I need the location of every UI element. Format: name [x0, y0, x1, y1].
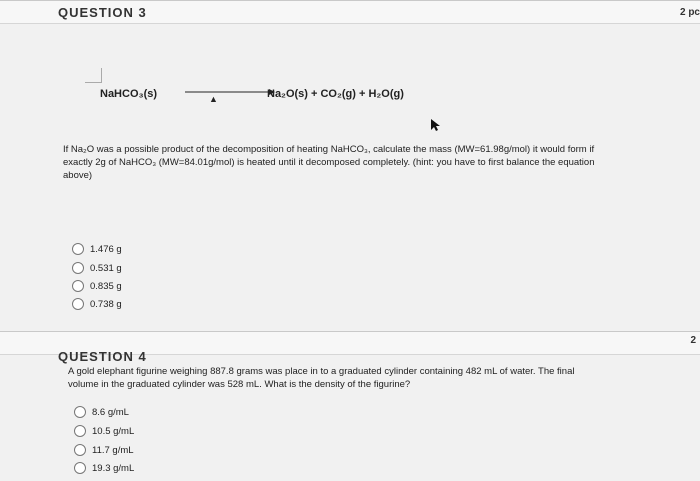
q3-option-2-label: 0.531 g	[90, 262, 122, 274]
reaction-arrow-icon	[185, 86, 275, 102]
q3-option-2-radio[interactable]	[72, 262, 84, 274]
q4-option-2-label: 10.5 g/mL	[92, 425, 135, 437]
q4-option-2[interactable]	[74, 425, 134, 437]
q3-option-2[interactable]	[72, 262, 122, 274]
question-3-header	[0, 0, 700, 24]
q3-option-1[interactable]	[72, 243, 122, 255]
question-4-header	[0, 331, 700, 364]
question-4-prompt	[68, 365, 668, 391]
q4-option-3-label: 11.7 g/mL	[92, 444, 134, 456]
image-anchor-mark	[85, 68, 102, 83]
equation-products: Na₂O(s) + CO₂(g) + H₂O(g)	[267, 88, 404, 100]
question-4-prompt-line-2: volume in the graduated cylinder was 528 mL. What is the density of the figurine?	[68, 379, 411, 390]
q4-option-4[interactable]	[74, 462, 134, 474]
mouse-cursor-icon	[430, 118, 442, 132]
question-4-title: QUESTION 4	[58, 349, 147, 364]
question-3-prompt-line-3: above)	[63, 170, 93, 181]
q4-option-1-radio[interactable]	[74, 406, 86, 418]
q4-option-3[interactable]	[74, 444, 134, 456]
q3-option-1-label: 1.476 g	[90, 243, 122, 255]
q4-option-1-label: 8.6 g/mL	[92, 406, 129, 418]
question-3-prompt-line-1: If Na₂O was a possible product of the decomposition of heating NaHCO₃, calculate the mass (MW=61.98g/mol) it would form if	[63, 144, 595, 155]
heat-delta-symbol: ▲	[209, 94, 218, 104]
q4-option-3-radio[interactable]	[74, 444, 86, 456]
q3-option-4[interactable]	[72, 298, 122, 310]
question-3-prompt-line-2: exactly 2g of NaHCO₃ (MW=84.01g/mol) is heated until it decomposed completely. (hint: you have to first balance the equation	[63, 157, 595, 168]
q4-option-2-radio[interactable]	[74, 425, 86, 437]
q3-option-3[interactable]	[72, 280, 122, 292]
q3-option-3-label: 0.835 g	[90, 280, 122, 292]
question-3-title: QUESTION 3	[58, 5, 147, 20]
q4-option-4-radio[interactable]	[74, 462, 86, 474]
question-4-prompt-line-1: A gold elephant figurine weighing 887.8 grams was place in to a graduated cylinder containing 482 mL of water. The final	[68, 366, 575, 377]
q3-option-4-radio[interactable]	[72, 298, 84, 310]
question-3-prompt	[63, 143, 663, 182]
question-3-points: 2 pc	[679, 7, 700, 18]
question-4-points: 2	[690, 335, 696, 346]
q3-option-4-label: 0.738 g	[90, 298, 122, 310]
q3-option-3-radio[interactable]	[72, 280, 84, 292]
equation-reactant: NaHCO₃(s)	[100, 88, 158, 100]
q4-option-1[interactable]	[74, 406, 129, 418]
q4-option-4-label: 19.3 g/mL	[92, 462, 135, 474]
q3-option-1-radio[interactable]	[72, 243, 84, 255]
